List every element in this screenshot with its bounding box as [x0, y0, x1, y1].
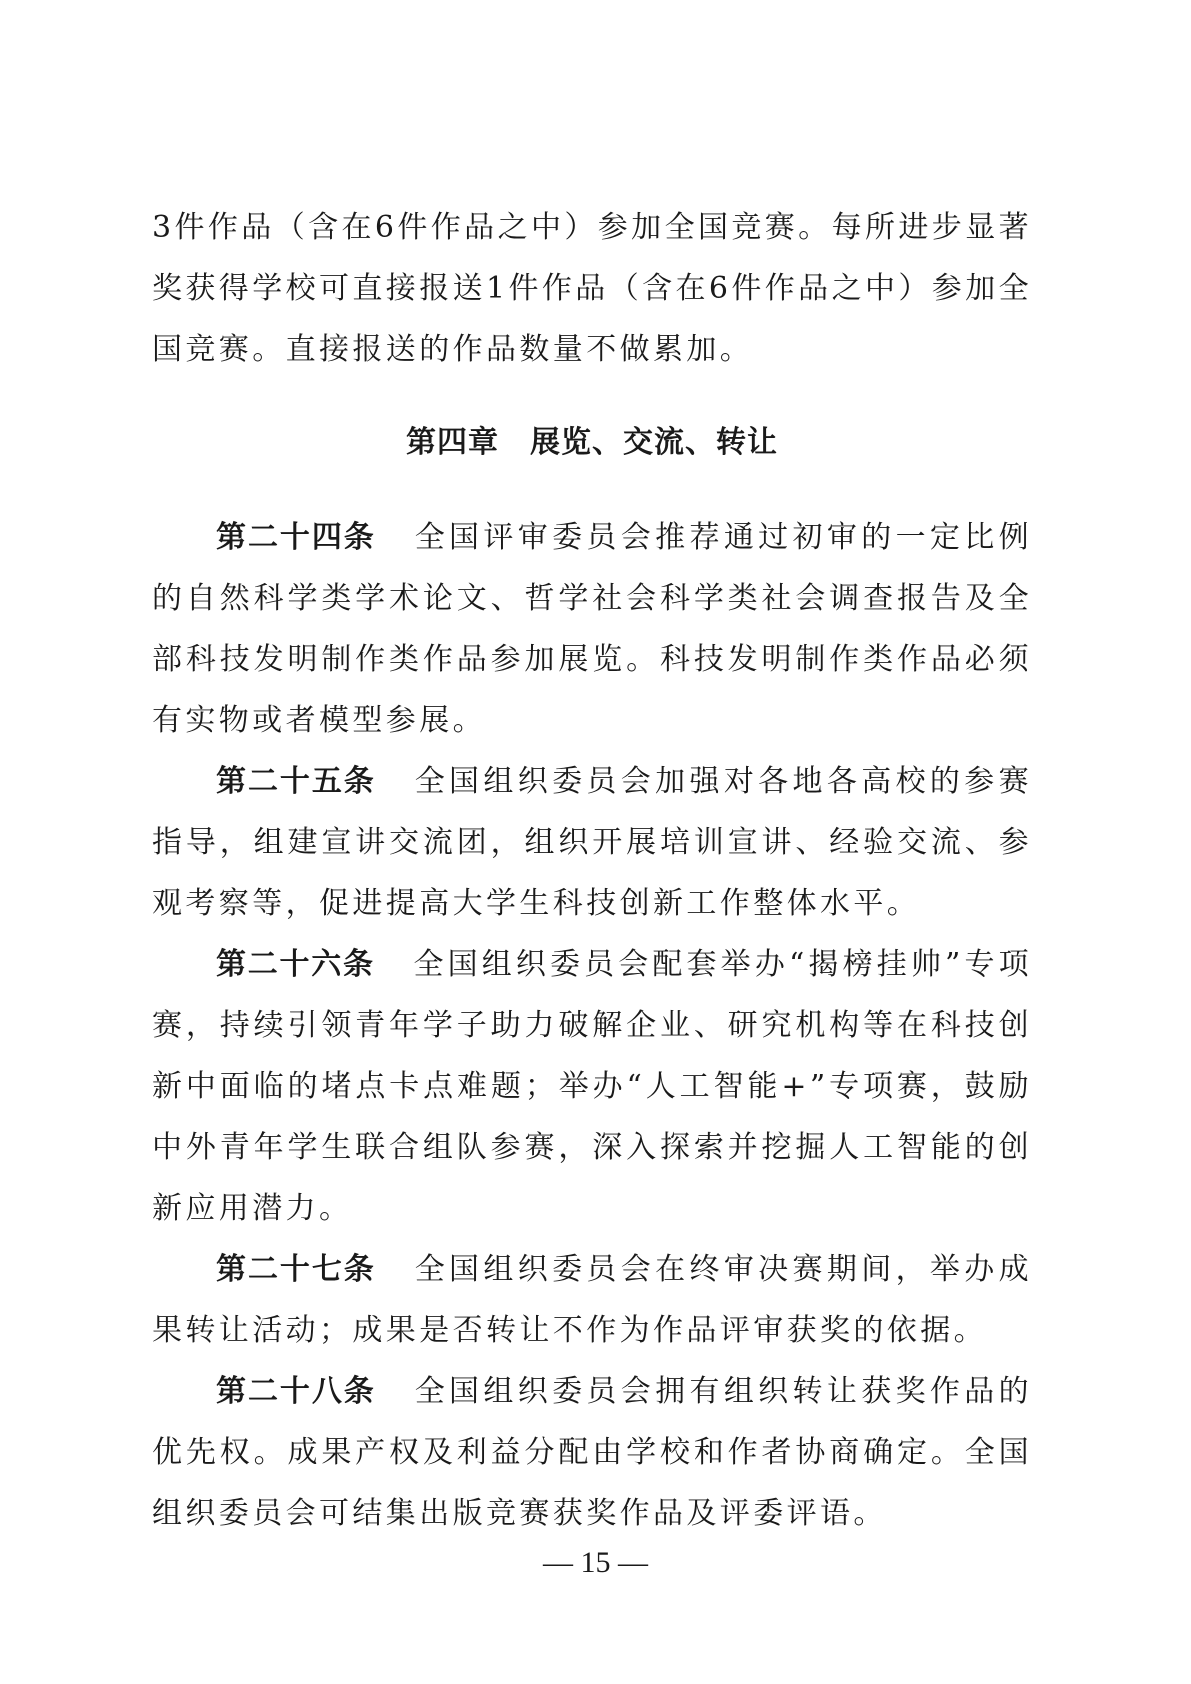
article-number: 第二十五条 [216, 764, 376, 799]
article-text: 全国组织委员会加强对各地各高校的参赛指导，组建宣讲交流团，组织开展培训宣讲、经验交流、参观考察等，促进提高大学生科技创新工作整体水平。 [152, 764, 1033, 921]
article-27 [152, 1239, 1032, 1361]
article-text: 全国组织委员会在终审决赛期间，举办成果转让活动；成果是否转让不作为作品评审获奖的依据。 [152, 1252, 1033, 1348]
article-number: 第二十八条 [216, 1374, 376, 1409]
article-text: 全国组织委员会拥有组织转让获奖作品的优先权。成果产权及利益分配由学校和作者协商确定。全国组织委员会可结集出版竞赛获奖作品及评委评语。 [152, 1374, 1033, 1531]
article-24 [152, 507, 1032, 751]
article-text: 全国组织委员会配套举办“揭榜挂帅”专项赛，持续引领青年学子助力破解企业、研究机构等在科技创新中面临的堵点卡点难题；举办“人工智能+”专项赛，鼓励中外青年学生联合组队参赛，深入探索并挖掘人工智能的创新应用潜力。 [152, 947, 1033, 1226]
article-number: 第二十四条 [216, 520, 376, 555]
article-text: 全国评审委员会推荐通过初审的一定比例的自然科学类学术论文、哲学社会科学类社会调查报告及全部科技发明制作类作品参加展览。科技发明制作类作品必须有实物或者模型参展。 [152, 520, 1033, 738]
article-25 [152, 751, 1032, 934]
article-number: 第二十七条 [216, 1252, 376, 1287]
intro-paragraph: 3件作品（含在6件作品之中）参加全国竞赛。每所进步显著奖获得学校可直接报送1件作品（含在6件作品之中）参加全国竞赛。直接报送的作品数量不做累加。 [152, 210, 1032, 367]
page-number: — 15 — [543, 1546, 648, 1579]
article-number: 第二十六条 [216, 947, 375, 982]
page-content [152, 197, 1032, 1544]
article-26 [152, 934, 1032, 1239]
article-28 [152, 1361, 1032, 1544]
chapter-heading: 第四章 展览、交流、转让 [406, 425, 778, 460]
